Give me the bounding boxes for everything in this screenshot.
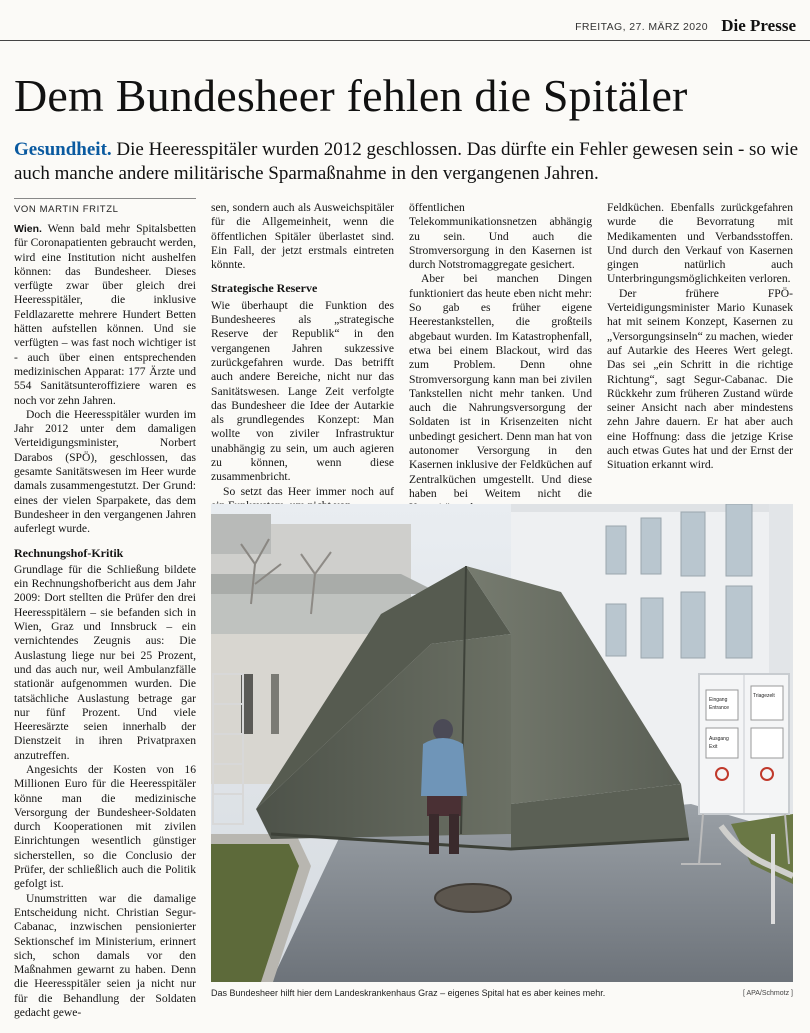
tent-photo-illustration — [211, 504, 793, 982]
paragraph: Doch die Heeresspitäler wurden im Jahr 2012 unter dem damaligen Verteidigungsminister, Norbert Darabos (SPÖ), geschlossen, das gesamte Sanitätswesen im Heer wurde damals zusammengestutzt. Der Grund: eines der vielen Sparpakete, das dem Bundesheer in den vergangenen Jahren auferlegt wurde. — [14, 407, 196, 536]
photo-caption: Das Bundesheer hilft hier dem Landeskrankenhaus Graz – eigenes Spital hat es aber keines mehr. — [211, 988, 606, 998]
paragraph: Grundlage für die Schließung bildete ein Rechnungshofbericht aus dem Jahr 2009: Dort stellten die Prüfer den drei Heeresspitälern – sie befanden sich in Wien, Graz und Innsbruck – ein vernichtendes Zeugnis aus: Die Auslastung liege nur bei 25 Prozent, und das auch nur, weil Ambulanzfälle stationär aufgenommen wurden. Die tatsächliche Auslastung betrage gar nur fünf Prozent. Und viele Heeresärzte seien innerhalb der Dienstzeit in ihren Privatpraxen anzutreffen. — [14, 562, 196, 762]
sign-text: Eingang — [709, 697, 728, 703]
issue-date: FREITAG, 27. MÄRZ 2020 — [575, 21, 708, 33]
article-column-4 — [607, 201, 793, 473]
news-photo — [211, 504, 793, 982]
paragraph: Angesichts der Kosten von 16 Millionen Euro für die Heeresspitäler könne man die medizinische Versorgung der Bundesheer-Soldaten durch Kooperationen mit zivilen Einrichtungen wesentlich günstiger sicherstellen, so die Conclusio der Prüfer, der schließlich auch die Politik gefolgt ist. — [14, 762, 196, 891]
article-column-1 — [14, 222, 196, 1020]
paragraph: Wie überhaupt die Funktion des Bundesheeres als „strategische Reserve der Republik“ in den vergangenen Jahren sukzessive zurückgefahren wurde. Das betrifft auch andere Bereiche, nicht nur das Sanitätswesen. Lange Zeit verfolgte das Bundesheer die Idee der Autarkie als grundlegendes Konzept: Man wollte von ziviler Infrastruktur unabhängig zu sein, um auch agieren zu können, wenn diese zusammenbricht. — [211, 298, 394, 484]
byline: VON MARTIN FRITZL — [14, 204, 119, 215]
paragraph: So setzt das Heer immer noch auf — [223, 484, 394, 498]
dateline: Wien. — [14, 223, 42, 235]
photo-credit: [ APA/Schmotz ] — [742, 990, 793, 997]
byline-rule — [14, 198, 196, 199]
deck — [14, 138, 804, 186]
article-column-3 — [409, 201, 592, 516]
paragraph: öffentlichen Telekommunikationsnetzen abhängig zu sein. Und auch die Stromversorgung in den Kasernen ist durch Notstromaggregate gesichert. — [409, 201, 592, 272]
subheading: Rechnungshof-Kritik — [14, 545, 124, 560]
sign-text: Entrance — [709, 705, 730, 711]
deck-text: Die Heeresspitäler wurden 2012 geschlossen. Das dürfte ein Fehler gewesen sein - so wie auch manche andere militärische Sparmaßnahme in den vergangenen Jahren. — [14, 139, 799, 184]
paragraph: sen, sondern auch als Ausweichspitäler für die Allgemeinheit, wenn die öffentlichen Spitäler überlastet sind. Ein Fall, der jetzt erstmals eintreten könnte. — [211, 201, 394, 272]
headline: Dem Bundesheer fehlen die Spitäler — [14, 70, 688, 121]
masthead — [0, 0, 810, 40]
paragraph: Der frühere FPÖ-Verteidigungsminister Mario Kunasek hat mit seinem Konzept, Kasernen zu „Versorgungsinseln“ zu machen, wieder auf Autarkie des Heeres Wert gelegt. Das sei „ein Schritt in die richtige Richtung“, sagt Segur-Cabanac. Die Rückkehr zum früheren Zustand würde seiner Ansicht nach aber mindestens zehn Jahre dauern. Er hat aber auch eine Hoffnung: dass die jetzige Krise auch etwas Gutes hat und der Ernst der Situation erkannt wird. — [607, 286, 793, 472]
paragraph — [14, 222, 196, 408]
newspaper-logo: Die Presse — [721, 16, 796, 35]
paragraph: Aber bei manchen Dingen funktioniert das heute eben nicht mehr: So gab es früher eigene Heerestankstellen, die großteils abgebaut wurden. Im Katastrophenfall, etwa bei einem Blackout, wird das zum Problem. Denn ohne Stromversorgung kann man bei zivilen Tankstellen nicht mehr tanken. Und auch die Nahrungsversorgung der Soldaten ist in Krisenzeiten nicht unbedingt gesichert. Denn man hat von autonomer Versorgung in den Kasernen inklusive der Feldküchen auf Zentralküchen umgestellt. Und diese haben bei Weitem nicht die — [409, 272, 592, 500]
deck-kicker: Gesundheit. — [14, 139, 112, 160]
paragraph-text: Wenn bald mehr Spitalsbetten für Coronapatienten gebraucht werden, wird eine Institution nicht aushelfen können: das Bundesheer. Dieses verfügte zwar über gleich drei Heeresspitäler, die inklusive Feldlazarette mehrere Hundert Betten hätten aufstellen können. Und sie verfügten – was fast noch wichtiger ist - auch über einen entsprechenden medizinischen Apparat: 177 Ärzte und 554 Sanitätsunteroffiziere waren es noch vor zehn Jahren. — [14, 222, 196, 407]
header-rule — [0, 40, 810, 41]
paragraph: Feldküchen. Ebenfalls zurückgefahren wurde die Bevorratung mit Medikamenten und Verbandsstoffen. Und durch den Verkauf von Kasernen gingen natürlich auch Unterbringungsmöglichkeiten verloren. — [607, 201, 793, 286]
paragraph: Unumstritten war die damalige Entscheidung nicht. Christian Segur-Cabanac, inzwischen pensionierter Sektionschef im Ministerium, erinnert sich, schon damals vor den Maßnahmen gewarnt zu haben. Denn die Heeresspitäler seien ja nicht nur für die Behandlung der Soldaten gedacht gewe- — [14, 891, 196, 1020]
sign-text: Exit — [709, 744, 718, 750]
sign-text: Ausgang — [709, 736, 729, 742]
subheading: Strategische Reserve — [211, 281, 318, 296]
sign-text: Triagezelt — [753, 693, 775, 699]
article-column-2 — [211, 201, 394, 513]
